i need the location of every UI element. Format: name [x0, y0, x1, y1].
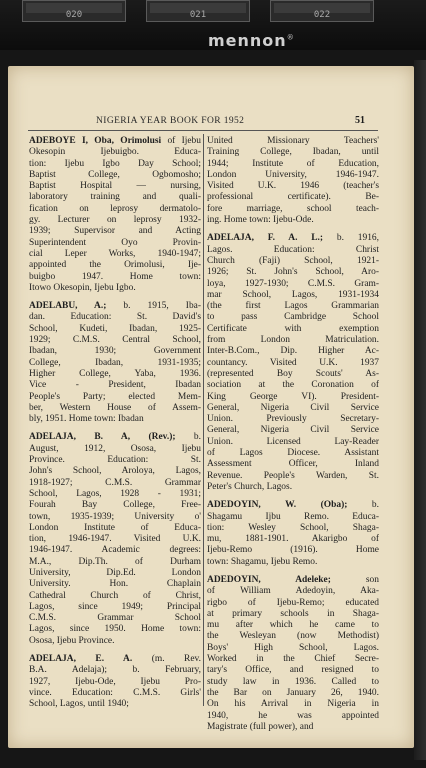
frame-number: 020 [65, 10, 83, 20]
entry-line: Lagos, since 1949; Principal [29, 601, 201, 612]
entry-line: Baptist Hospital — nursing, [29, 181, 201, 192]
entry-line: to pass Cambridge School [207, 312, 379, 323]
header-rule [28, 130, 378, 131]
page-number: 51 [355, 115, 365, 126]
entry-line: bly, 1951. Home town: Ibadan [29, 414, 144, 425]
film-frame-2 [146, 0, 250, 22]
entry-name: ADEBOYE I, Oba, Orimolusi [29, 136, 162, 146]
entry-line: town: Shagamu, Ijebu Remo. [207, 556, 318, 567]
entry-line: King George VI). President- [207, 391, 379, 402]
entry-line: 1926; St. John's School, Aro- [207, 267, 379, 278]
entry-line: appointed the Orimolusi, Ije- [29, 260, 201, 271]
entry-name: ADELAJA, B. A, (Rev.); [29, 432, 176, 443]
brand-registered-mark: ® [286, 33, 295, 42]
entry-line: loya, 1927-1930; C.M.S. Gram- [207, 278, 379, 289]
entry-line: Okesopin Ijebuigbo. Educa- [29, 147, 201, 158]
left-column [29, 136, 201, 711]
entry-line: Fourah Bay College, Free- [29, 500, 201, 511]
entry-line: General, Nigeria Civil Service [207, 402, 379, 413]
film-frame-1 [22, 0, 126, 22]
entry-line: fication on leprosy dermatolo- [29, 203, 201, 214]
entry-line: vince. Education: C.M.S. Girls' [29, 687, 201, 698]
entry-line: Visited U.K. 1946 (teacher's [207, 181, 379, 192]
entry-line: ber, Western House of Assem- [29, 402, 201, 413]
entry-name: ADELAJA, F. A. L.; [207, 233, 324, 244]
entry-line: On his Arrival in Nigeria in [207, 699, 379, 710]
entry-line: (represented Boy Scouts' As- [207, 368, 379, 379]
entry-line: Ibadan, 1930; Government [29, 346, 201, 357]
entry-line: gy. Lecturer on leprosy 1932- [29, 215, 201, 226]
biography-entry [29, 301, 201, 425]
column-divider [203, 134, 204, 706]
entry-line: of William Adedoyin, Aka- [207, 586, 379, 597]
entry-line: 1944; Institute of Education, [207, 158, 379, 169]
entry-line: C.M.S. Grammar School [29, 613, 201, 624]
running-header: NIGERIA YEAR BOOK FOR 1952 [96, 116, 245, 126]
entry-line: at primary schools in Shaga- [207, 608, 379, 619]
entry-name: ADELABU, A.; [29, 301, 107, 312]
entry-line: London University, 1946-1947. [207, 169, 379, 180]
entry-line: tion: Wesley School, Shaga- [207, 522, 379, 533]
entry-line: M.A., Dip.Th. of Durham [29, 556, 201, 567]
entry-line: Baptist College, Ogbomosho; [29, 169, 201, 180]
book-edge [414, 60, 426, 760]
biography-entry [207, 136, 379, 226]
entry-line: 1929; C.M.S. Central School, [29, 335, 201, 346]
entry-line: cial Leper Works, 1940-1947; [29, 248, 201, 259]
entry-text: son [365, 574, 379, 585]
entry-text: b. 1916, [336, 233, 379, 244]
entry-line: 1946-1947. Academic degrees: [29, 545, 201, 556]
entry-line: Church (Faji) School, 1921- [207, 255, 379, 266]
entry-line [207, 500, 379, 511]
entry-line: University. Hon. Chaplain [29, 579, 201, 590]
entry-line: Itowo Okesopin, Ijebu Igbo. [29, 282, 136, 293]
entry-line: Assessment Officer, Inland [207, 459, 379, 470]
entry-line [29, 136, 201, 147]
entry-line: rigbo of Ijebu-Remo; educated [207, 597, 379, 608]
entry-line: 1940, he was appointed [207, 710, 379, 721]
entry-line: the Bar on January 26, 1940. [207, 687, 379, 698]
entry-line: the Wesleyan (now Methodist) [207, 631, 379, 642]
entry-text: b. [193, 432, 201, 443]
entry-line: Ososa, Ijebu Province. [29, 635, 115, 646]
entry-line: General, Nigeria Civil Service [207, 425, 379, 436]
brand-text: mennon [208, 31, 287, 50]
entry-line: Union. Previously Secretary- [207, 414, 379, 425]
entry-line: London Institute of Educa- [29, 522, 201, 533]
biography-entry [207, 233, 379, 493]
entry-gap [207, 568, 379, 575]
camera-brand-logo [208, 31, 295, 50]
entry-line: Union. Licensed Lay-Reader [207, 436, 379, 447]
entry-line: Boys' High School, Lagos. [207, 642, 379, 653]
entry-line: Province. Education: St. [29, 455, 201, 466]
entry-gap [29, 647, 201, 654]
film-frame-3 [270, 0, 374, 22]
entry-line: Training College, Ibadan, until [207, 147, 379, 158]
entry-line [207, 575, 379, 586]
entry-line: buigbo 1947. Home town: [29, 271, 201, 282]
entry-line: Superintendent Oyo Provin- [29, 237, 201, 248]
entry-line: John's School, Aroloya, Lagos, [29, 466, 201, 477]
entry-line [29, 654, 201, 665]
entry-name: ADEDOYIN, Adeleke; [207, 574, 331, 585]
biography-entry [207, 575, 379, 733]
entry-line [29, 432, 201, 443]
biography-entry [207, 500, 379, 568]
entry-line: School, Lagos, until 1940; [29, 699, 129, 710]
entry-line: 1939; Supervisor and Acting [29, 226, 201, 237]
entry-line: mu after which he came to [207, 620, 379, 631]
entry-line: sociation at the Coronation of [207, 380, 379, 391]
entry-line: Vice - President, Ibadan [29, 380, 201, 391]
entry-line: 1918-1927; C.M.S. Grammar [29, 477, 201, 488]
entry-line: Revenue. People's Warden, St. [207, 470, 379, 481]
entry-line: Certificate with exemption [207, 323, 379, 334]
entry-name: ADEDOYIN, W. (Oba); [207, 500, 348, 511]
entry-line: study law in 1936. Called to [207, 676, 379, 687]
entry-line: fore marriage, school teach- [207, 203, 379, 214]
entry-text: (m. Rev. [151, 654, 201, 665]
entry-line: University, Dip.Ed. London [29, 567, 201, 578]
entry-line: laboratory training and quali- [29, 192, 201, 203]
entry-text: b. [371, 500, 379, 511]
entry-line: Peter's Church, Lagos. [207, 481, 293, 492]
entry-line: mu, 1881-1901. Akarigbo of [207, 534, 379, 545]
biography-entry [29, 432, 201, 647]
entry-line: School, Lagos, 1928 - 1931; [29, 488, 201, 499]
entry-line: professional certificate). Be- [207, 192, 379, 203]
entry-line: Shagamu Ijbu Remo. Educa- [207, 511, 379, 522]
entry-line: of Lagos Diocese. Assistant [207, 448, 379, 459]
entry-line: Cathedral Church of Christ, [29, 590, 201, 601]
entry-line: B.A. Adelaja); b. February, [29, 665, 201, 676]
biography-entry [29, 654, 201, 710]
entry-gap [207, 226, 379, 233]
entry-line: countancy. Visited U.K. 1937 [207, 357, 379, 368]
entry-line: (the first Lagos Grammarian [207, 301, 379, 312]
entry-line: tary's Office, and resigned to [207, 665, 379, 676]
frame-number: 021 [189, 10, 207, 20]
entry-gap [29, 425, 201, 432]
entry-text: of Ijebu [167, 136, 201, 146]
entry-line: tion, 1946-1947. Visited U.K. [29, 534, 201, 545]
entry-name: ADELAJA, E. A. [29, 654, 133, 665]
entry-line: People's Party; elected Mem- [29, 391, 201, 402]
entry-line: Lagos, since 1950. Home town: [29, 624, 201, 635]
entry-line: 1927, Ijebu-Ode, Ijebu Pro- [29, 676, 201, 687]
entry-line: town, 1935-1939; University o' [29, 511, 201, 522]
entry-line: Higher College, Yaba, 1936. [29, 368, 201, 379]
frame-number: 022 [313, 10, 331, 20]
entry-line: mar School, Lagos, 1931-1934 [207, 289, 379, 300]
entry-line: from London Matriculation. [207, 335, 379, 346]
entry-line: Inter-B.Com., Dip. Higher Ac- [207, 346, 379, 357]
entry-line: August, 1912, Ososa, Ijebu [29, 443, 201, 454]
entry-line: United Missionary Teachers' [207, 136, 379, 146]
entry-line: College, Ibadan, 1931-1935; [29, 357, 201, 368]
entry-text: b. 1915, Iba- [123, 301, 201, 312]
entry-line: dan. Education: St. David's [29, 312, 201, 323]
camera-film-strip-bar [0, 0, 426, 50]
entry-gap [29, 294, 201, 301]
biography-entry [29, 136, 201, 294]
entry-line: School, Kudeti, Ibadan, 1925- [29, 323, 201, 334]
entry-line [29, 301, 201, 312]
entry-line: ing. Home town: Ijebu-Ode. [207, 215, 314, 226]
entry-gap [207, 493, 379, 500]
right-column [207, 136, 379, 733]
entry-line: tion: Ijebu Igbo Day School; [29, 158, 201, 169]
entry-line: Lagos. Education: Christ [207, 244, 379, 255]
entry-line: Magistrate (full power), and [207, 721, 314, 732]
entry-line: Worked in the Chief Secre- [207, 654, 379, 665]
entry-line: Ijebu-Remo (1916). Home [207, 545, 379, 556]
entry-line [207, 233, 379, 244]
